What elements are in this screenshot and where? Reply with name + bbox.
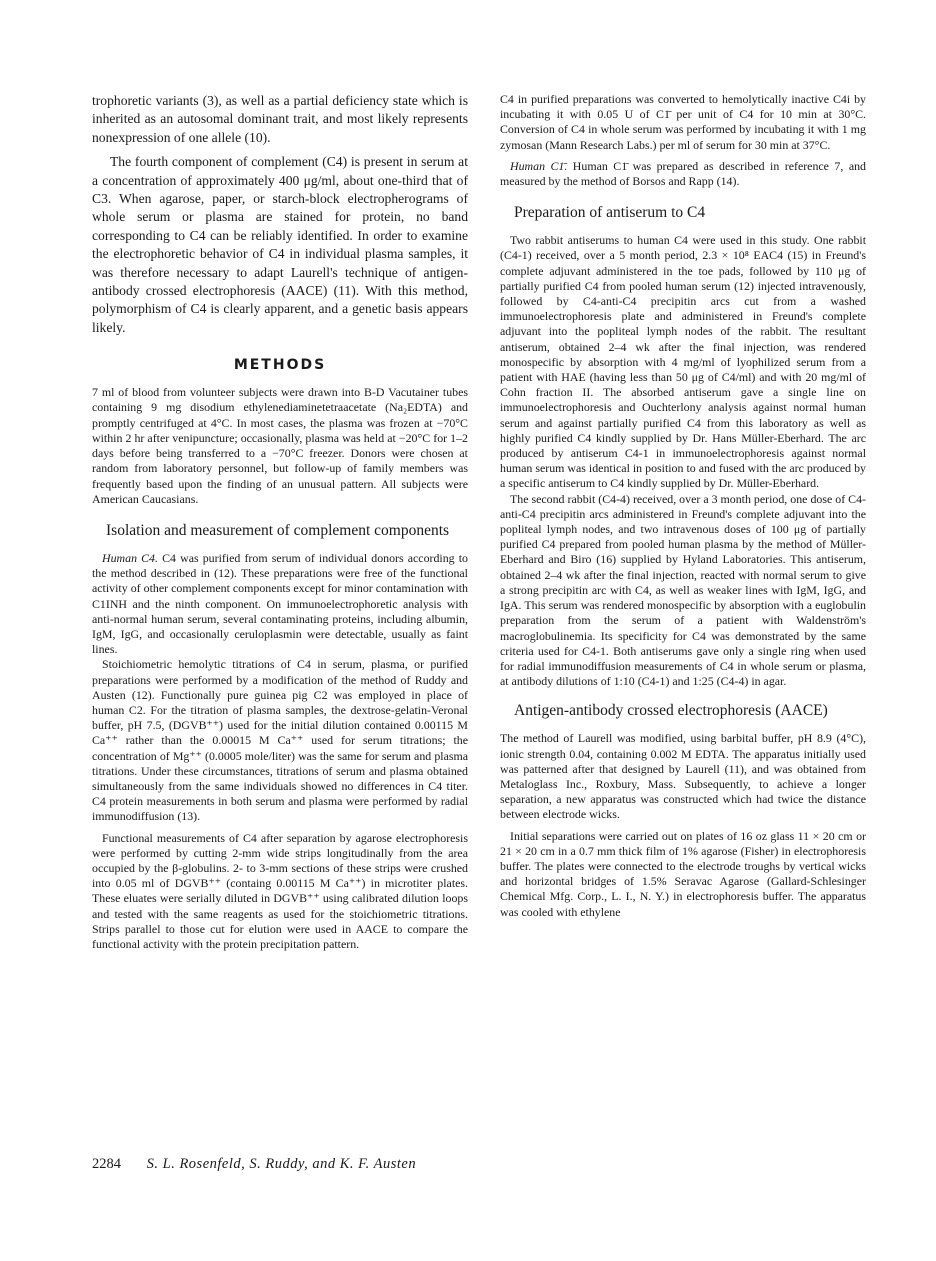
running-authors: S. L. Rosenfeld, S. Ruddy, and K. F. Austen xyxy=(146,1156,417,1172)
subsection-heading-isolation: Isolation and measurement of complement components xyxy=(106,521,450,539)
page-number: 2284 xyxy=(92,1156,121,1172)
paragraph: trophoretic variants (3), as well as a partial deficiency state which is inherited as an autosomal dominant trait, and most likely represents nonexpression of one allele (10). xyxy=(92,93,468,145)
subsection-heading-aace: Antigen-antibody crossed electrophoresis (AACE) xyxy=(514,702,828,720)
subsection-heading-antiserum: Preparation of antiserum to C4 xyxy=(514,204,706,222)
paragraph: Initial separations were carried out on plates of 16 oz glass 11 × 20 cm or 21 × 20 cm in a 0.7 mm thick film of 1% agarose (Fisher) in electrophoresis buffer. The plates were connected to the electrode troughs by vertical wicks and horizontal bridges of 1.5% Seravac Agarose (Gallard-Schlesinger Chemical Mfg. Corp., L. I., N. Y.) in electrophoresis buffer. The apparatus was cooled with ethylene xyxy=(500,828,866,919)
paragraph: Stoichiometric hemolytic titrations of C4 in serum, plasma, or purified preparations were performed by a modification of the method of Ruddy and Austen (12). Functionally pure guinea pig C2 was employed in place of human C2. For the titration of plasma samples, the dextrose-gelatin-Veronal buffer, pH 7.5, (DGVB⁺⁺) used for the initial dilution contained 0.00115 M Ca⁺⁺ rather than the 0.00015 M Ca⁺⁺ used for serum titrations; the concentration of Mg⁺⁺ (0.0005 mole/liter) was the same for serum and plasma titrations. Under these circumstances, titrations of serum and plasma obtained simultaneously from the same individuals showed no differences in C4 titer. C4 protein measurements in both serum and plasma were performed by radial immunodiffusion (13). xyxy=(92,657,468,824)
section-heading-methods: METHODS xyxy=(233,357,327,374)
run-in-heading: Human C4. xyxy=(102,550,158,565)
paragraph-text: C4 was purified from serum of individual donors according to the method described in (12). These preparations were free of the functional activity of other complement components except for minor contamination with C1INH and the ninth component. On immunoelectrophoretic analysis with anti-normal human serum, several contaminating proteins, including albumin, IgM, IgG, and occasionally ceruloplasmin were detectable, usually as faint lines. xyxy=(92,550,468,657)
paragraph: 7 ml of blood from volunteer subjects were drawn into B-D Vacutainer tubes containing 9 mg disodium ethylenediaminetetraacetate (Na₂EDTA) and promptly centrifuged at 4°C. In most cases, the plasma was frozen at −70°C within 2 hr after venipuncture; occasionally, plasma was held at −20°C for 1–2 days before being transferred to a −70°C freezer. Donors were chosen at random from laboratory personnel, but follow-up of family members was frequently based upon the finding of an unusual pattern. All subjects were American Caucasians. xyxy=(92,385,468,506)
paragraph-text: Human C1̄ was prepared as described in reference 7, and measured by the method of Borsos and Rapp (14). xyxy=(500,158,866,189)
paragraph: The method of Laurell was modified, using barbital buffer, pH 8.9 (4°C), ionic strength 0.04, containing 0.002 M EDTA. The apparatus initially used was patterned after that designed by Laurell (11), and was obtained from Metaloglass Inc., Roxbury, Mass. Subsequently, to achieve a longer separation, a new apparatus was constructed which had twice the distance between electrode wicks. xyxy=(500,731,866,822)
paragraph: The second rabbit (C4-4) received, over a 3 month period, one dose of C4-anti-C4 precipitin arcs administered in Freund's complete adjuvant into the popliteal lymph nodes, and two intravenous doses of 100 μg of partially purified C4 prepared from pooled human plasma by the method of Müller-Eberhard and Biro (16) supplied by Hyland Laboratories. This antiserum, obtained 2–4 wk after the final injection, reacted with normal serum to give a strong precipitin arc with C4, as well as weaker lines with IgM, IgG, and IgA. This serum was rendered monospecific by absorption with a euglobulin preparation from the serum of a patient with Waldenström's macroglobulinemia. Its specificity for C4 was demonstrated by the same criteria used for C4-1. Both antiserums gave only a single ring when used for radial immunodiffusion measurements of C4 in whole serum or plasma, at antibody dilutions of 1:10 (C4-1) and 1:25 (C4-4) in agar. xyxy=(500,491,866,689)
left-column xyxy=(92,92,468,952)
right-column xyxy=(500,92,866,920)
paragraph: Two rabbit antiserums to human C4 were used in this study. One rabbit (C4-1) received, over a 5 month period, 2.3 × 10⁸ EAC4 (15) in Freund's complete adjuvant administered in the toe pads, followed by 110 μg of partially purified C4 from pooled human serum (12) injected intravenously, followed by C4-anti-C4 precipitin arcs cut from a washed immunoelectrophoresis plate and administered in Freund's complete adjuvant into the popliteal lymph nodes of the rabbit. The resultant antiserum, obtained 2–4 wk after the final injection, was rendered monospecific by absorption with 4 mg/ml of lyophilized serum from a patient with HAE (having less than 50 μg of C4/ml) and with 20 mg/ml of Cohn fraction II. The absorbed antiserum gave a single line on immunoelectrophoresis and Ouchterlony analysis against normal human serum and against partially purified C4 from this laboratory as well as highly purified C4 kindly supplied by Dr. Hans Müller-Eberhard. The arc produced by antiserum C4-1 in immunoelectrophoresis against normal human serum was identical in position to and fused with the arc produced by a specific antiserum to C4 kindly supplied by Dr. Müller-Eberhard. xyxy=(500,233,866,491)
paragraph: Functional measurements of C4 after separation by agarose electrophoresis were performed by cutting 2-mm wide strips longitudinally from the area occupied by the β-globulins. 2- to 3-mm sections of these strips were crushed into 0.05 ml of DGVB⁺⁺ (containg 0.00115 M Ca⁺⁺) in microtiter plates. These eluates were serially diluted in DGVB⁺⁺ using calibrated dilution loops and tested with the same reagents as used for the stoichiometric titrations. Strips parallel to those cut for elution were used in AACE to compare the functional activity with the protein precipitation pattern. xyxy=(92,830,468,951)
paragraph: The fourth component of complement (C4) is present in serum at a concentration of approximately 400 μg/ml, about one-third that of C3. When agarose, paper, or starch-block electropherograms of whole serum or plasma are stained for protein, no band corresponding to C4 can be reliably identified. In order to examine the electrophoretic behavior of C4 in individual plasma samples, it was therefore necessary to adapt Laurell's technique of antigen-antibody crossed electrophoresis (AACE) (11). With this method, polymorphism of C4 is clearly apparent, and a genetic basis appears likely. xyxy=(92,154,468,335)
page-footer xyxy=(92,1156,416,1173)
paragraph xyxy=(92,551,468,657)
run-in-heading: Human C1̄. xyxy=(510,158,568,173)
paragraph xyxy=(500,159,866,189)
paragraph: C4 in purified preparations was converted to hemolytically inactive C4i by incubating it with 0.05 U of C1̄ per unit of C4 for 10 min at 30°C. Conversion of C4 in whole serum was performed by incubating it with 1 mg zymosan (Mann Research Labs.) per ml of serum for 30 min at 37°C. xyxy=(500,92,866,152)
